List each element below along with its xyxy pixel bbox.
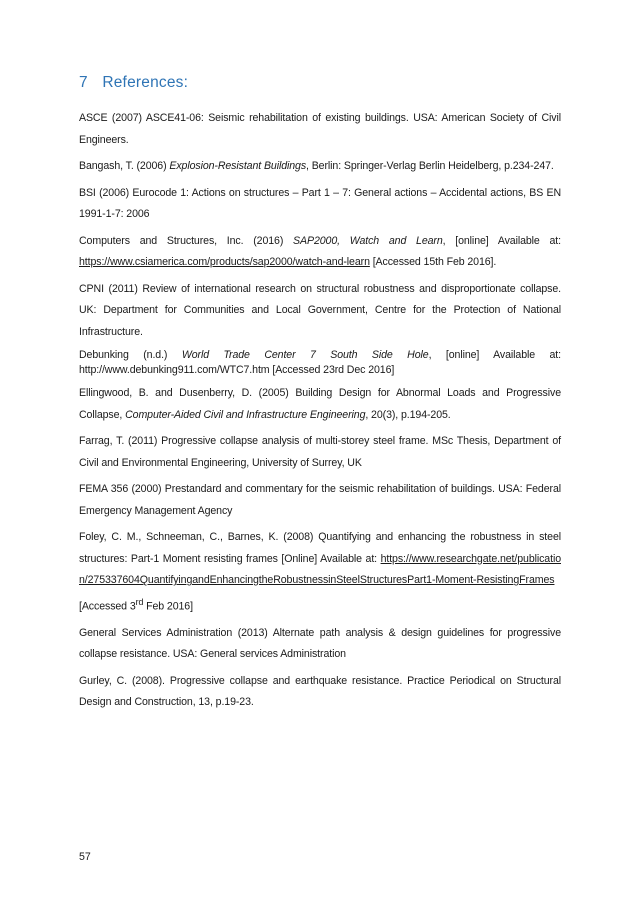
reference-farrag: Farrag, T. (2011) Progressive collapse analysis of multi-storey steel frame. MSc Thesis, Department of Civil and Environmental Engineering, University of Surrey, UK [79,435,561,469]
reference-foley: Foley, C. M., Schneeman, C., Barnes, K. (2008) Quantifying and enhancing the robustness in steel structures: Part-1 Moment resisting frames [Online] Available at: https://www.researchgate.net/publication/275337604QuantifyingandEnhancingtheRobustnessinSteelStructuresPart1-Moment-ResistingFrames [Accessed 3rd Feb 2016] [79,531,561,613]
reference-list [79,108,561,719]
page-number: 57 [79,851,91,863]
reference-fema: FEMA 356 (2000) Prestandard and commentary for the seismic rehabilitation of buildings. USA: Federal Emergency Management Agency [79,483,561,517]
reference-ellingwood: Ellingwood, B. and Dusenberry, D. (2005) Building Design for Abnormal Loads and Progressive Collapse, Computer-Aided Civil and Infrastructure Engineering, 20(3), p.194-205. [79,387,561,421]
section-number: 7 [79,74,88,91]
reference-debunking: Debunking (n.d.) World Trade Center 7 South Side Hole, [online] Available at: http://www.debunking911.com/WTC7.htm [Accessed 23rd Dec 2016] [79,349,561,376]
reference-link-researchgate[interactable]: https://www.researchgate.net/publication/275337604QuantifyingandEnhancingtheRobustnessinSteelStructuresPart1-Moment-ResistingFrames [79,552,561,586]
reference-gurley: Gurley, C. (2008). Progressive collapse and earthquake resistance. Practice Periodical on Structural Design and Construction, 13, p.19-23. [79,674,561,709]
section-heading [79,74,188,92]
reference-bsi: BSI (2006) Eurocode 1: Actions on structures – Part 1 – 7: General actions – Accidental actions, BS EN 1991-1-7: 2006 [79,186,561,220]
reference-asce: ASCE (2007) ASCE41-06: Seismic rehabilitation of existing buildings. USA: American Society of Civil Engineers. [79,112,561,146]
section-title: References: [102,74,189,91]
reference-link-csiamerica[interactable]: https://www.csiamerica.com/products/sap2000/watch-and-learn [79,256,370,268]
reference-gsa: General Services Administration (2013) Alternate path analysis & design guidelines for progressive collapse resistance. USA: General services Administration [79,626,561,661]
reference-bangash: Bangash, T. (2006) Explosion-Resistant Buildings, Berlin: Springer-Verlag Berlin Heidelberg, p.234-247. [79,160,554,172]
reference-cpni: CPNI (2011) Review of international research on structural robustness and disproportionate collapse. UK: Department for Communities and Local Government, Centre for the Protection of National Infrastructure. [79,282,561,338]
reference-computers: Computers and Structures, Inc. (2016) SAP2000, Watch and Learn, [online] Available at: https://www.csiamerica.com/products/sap2000/watch-and-learn [Accessed 15th Feb 2016]. [79,234,561,268]
